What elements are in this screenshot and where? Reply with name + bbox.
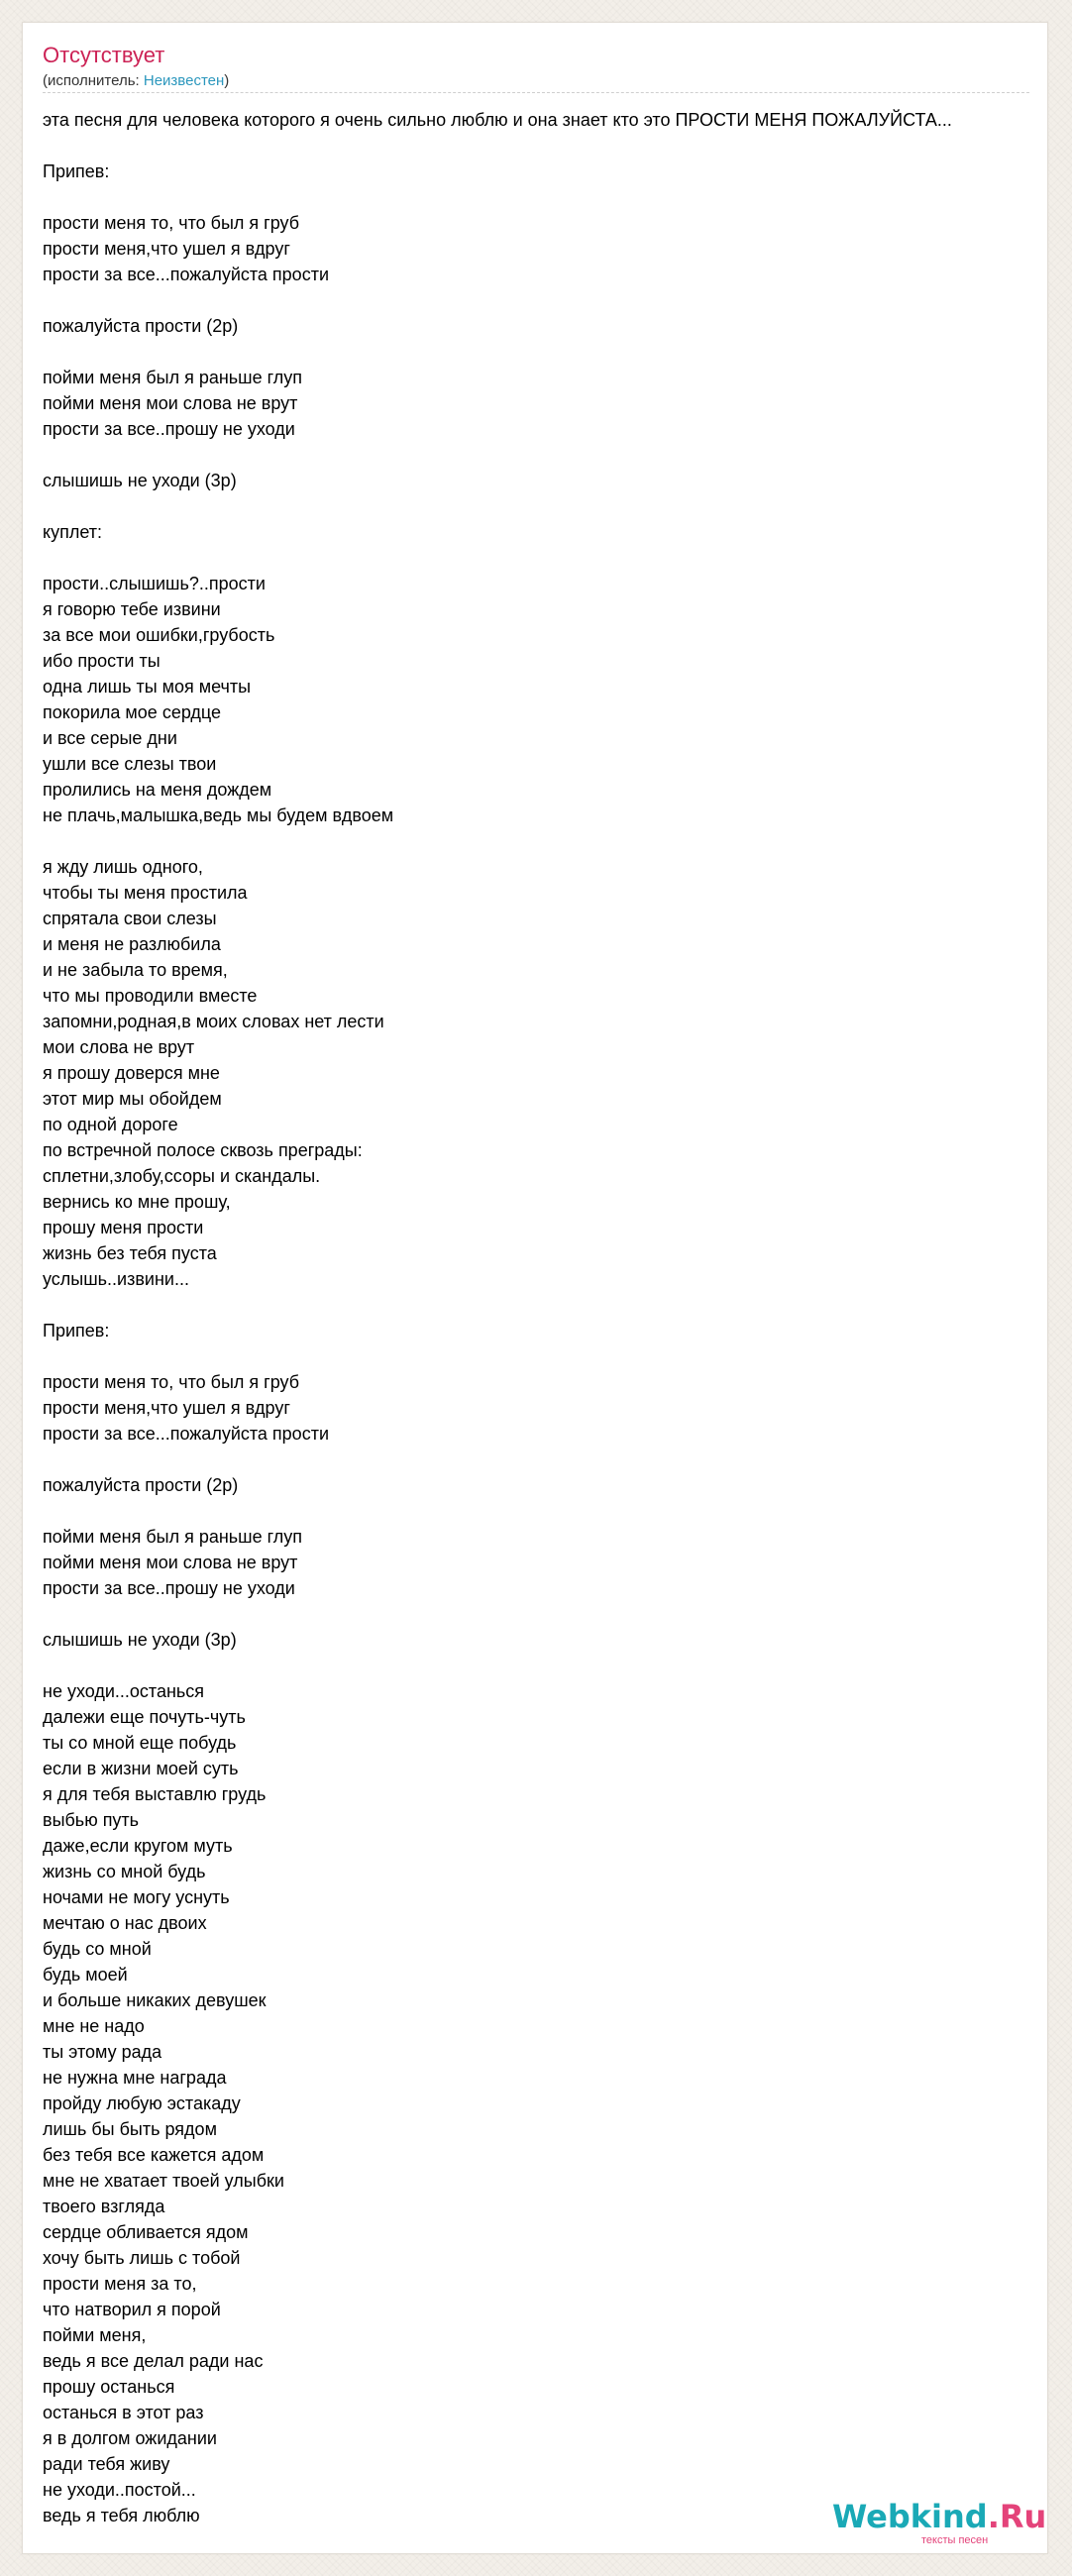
lyric-line: одна лишь ты моя мечты — [43, 677, 252, 697]
lyric-line: я прошу доверся мне — [43, 1063, 220, 1083]
lyric-line: прости за все...пожалуйста прости — [43, 265, 329, 284]
lyric-line: я говорю тебе извини — [43, 599, 221, 619]
artist-line — [43, 72, 229, 90]
lyric-line: слышишь не уходи (3р) — [43, 1630, 237, 1650]
lyric-line: пожалуйста прости (2р) — [43, 1475, 239, 1495]
lyric-line: по встречной полосе сквозь преграды: — [43, 1140, 363, 1160]
lyric-line: пожалуйста прости (2р) — [43, 316, 239, 336]
artist-link[interactable]: Неизвестен — [143, 72, 225, 89]
lyric-line: ушли все слезы твои — [43, 754, 217, 774]
lyric-line: я жду лишь одного, — [43, 857, 203, 877]
lyric-line: пойми меня мои слова не врут — [43, 1553, 298, 1572]
lyric-line: если в жизни моей суть — [43, 1759, 239, 1778]
lyric-line: по одной дороге — [43, 1115, 178, 1134]
lyric-line: ведь я все делал ради нас — [43, 2351, 264, 2371]
title-divider — [43, 92, 1029, 93]
lyric-line: жизнь со мной будь — [43, 1862, 206, 1881]
lyric-line: не нужна мне награда — [43, 2068, 227, 2088]
lyric-line: услышь..извини... — [43, 1269, 189, 1289]
lyric-line: чтобы ты меня простила — [43, 883, 248, 903]
blank-line — [43, 184, 1072, 210]
lyric-line: выбью путь — [43, 1810, 140, 1830]
lyric-line: покорила мое сердце — [43, 702, 222, 722]
lyric-line: не уходи..постой... — [43, 2480, 196, 2500]
lyric-line: прости за все..прошу не уходи — [43, 419, 295, 439]
lyric-line: пойми меня мои слова не врут — [43, 393, 298, 413]
lyric-line: пойми меня был я раньше глуп — [43, 368, 303, 387]
blank-line — [43, 1292, 1072, 1318]
blank-line — [43, 1498, 1072, 1524]
lyric-line: прошу останься — [43, 2377, 175, 2397]
logo-tld: .Ru — [987, 2498, 1047, 2535]
lyric-line: ты со мной еще побудь — [43, 1733, 237, 1753]
song-title: Отсутствует — [43, 43, 165, 67]
blank-line — [43, 339, 1072, 365]
lyric-line: будь моей — [43, 1965, 128, 1985]
lyric-line: ведь я тебя люблю — [43, 2506, 200, 2525]
lyric-line: прости меня то, что был я груб — [43, 213, 300, 233]
lyric-line: не плачь,малышка,ведь мы будем вдвоем — [43, 805, 394, 825]
blank-line — [43, 287, 1072, 313]
lyric-line: ради тебя живу — [43, 2454, 170, 2474]
lyric-line: сердце обливается ядом — [43, 2222, 249, 2242]
lyric-line: мечтаю о нас двоих — [43, 1913, 207, 1933]
blank-line — [43, 545, 1072, 571]
logo-word: Webkind — [832, 2498, 988, 2535]
lyrics-text — [43, 107, 1072, 2528]
lyric-line: прости меня,что ушел я вдруг — [43, 239, 290, 259]
lyric-line: прости за все..прошу не уходи — [43, 1578, 295, 1598]
lyric-line: без тебя все кажется адом — [43, 2145, 265, 2165]
blank-line — [43, 828, 1072, 854]
lyric-line: я для тебя выставлю грудь — [43, 1784, 267, 1804]
lyric-line: эта песня для человека которого я очень сильно люблю и она знает кто это ПРОСТИ МЕНЯ ПОЖАЛУЙСТА... — [43, 110, 952, 130]
lyric-line: прости..слышишь?..прости — [43, 574, 266, 593]
lyric-line: хочу быть лишь с тобой — [43, 2248, 241, 2268]
lyric-line: Припев: — [43, 161, 110, 181]
lyric-line: далежи еще почуть-чуть — [43, 1707, 246, 1727]
lyrics-card — [22, 22, 1048, 2554]
blank-line — [43, 442, 1072, 468]
lyric-line: твоего взгляда — [43, 2197, 165, 2216]
lyric-line: Припев: — [43, 1321, 110, 1341]
lyric-line: что натворил я порой — [43, 2300, 221, 2319]
lyric-line: слышишь не уходи (3р) — [43, 471, 237, 490]
lyric-line: сплетни,злобу,ссоры и скандалы. — [43, 1166, 321, 1186]
lyric-line: и больше никаких девушек — [43, 1990, 267, 2010]
lyric-line: я в долгом ожидании — [43, 2428, 217, 2448]
artist-suffix: ) — [224, 72, 230, 89]
lyric-line: лишь бы быть рядом — [43, 2119, 217, 2139]
blank-line — [43, 1601, 1072, 1627]
site-logo[interactable] — [832, 2497, 1050, 2556]
lyric-line: пролились на меня дождем — [43, 780, 272, 800]
lyric-line: мне не хватает твоей улыбки — [43, 2171, 284, 2191]
lyric-line: прошу меня прости — [43, 1218, 204, 1237]
lyric-line: мои слова не врут — [43, 1037, 195, 1057]
lyric-line: за все мои ошибки,грубость — [43, 625, 275, 645]
lyric-line: ибо прости ты — [43, 651, 161, 671]
lyric-line: пойми меня был я раньше глуп — [43, 1527, 303, 1547]
lyric-line: спрятала свои слезы — [43, 909, 217, 928]
lyric-line: пройду любую эстакаду — [43, 2093, 241, 2113]
blank-line — [43, 493, 1072, 519]
lyric-line: вернись ко мне прошу, — [43, 1192, 231, 1212]
lyric-line: прости за все...пожалуйста прости — [43, 1424, 329, 1444]
lyric-line: не уходи...останься — [43, 1681, 205, 1701]
lyric-line: пойми меня, — [43, 2325, 147, 2345]
lyric-line: куплет: — [43, 522, 102, 542]
blank-line — [43, 1343, 1072, 1369]
blank-line — [43, 1653, 1072, 1678]
lyric-line: и все серые дни — [43, 728, 177, 748]
lyric-line: прости меня,что ушел я вдруг — [43, 1398, 290, 1418]
artist-prefix: (исполнитель: — [43, 72, 144, 89]
lyric-line: ночами не могу уснуть — [43, 1887, 230, 1907]
lyric-line: прости меня то, что был я груб — [43, 1372, 300, 1392]
lyric-line: мне не надо — [43, 2016, 145, 2036]
lyric-line: останься в этот раз — [43, 2403, 204, 2422]
lyric-line: этот мир мы обойдем — [43, 1089, 222, 1109]
lyric-line: ты этому рада — [43, 2042, 162, 2062]
blank-line — [43, 1447, 1072, 1472]
lyric-line: даже,если кругом муть — [43, 1836, 233, 1856]
lyric-line: жизнь без тебя пуста — [43, 1243, 217, 1263]
lyric-line: запомни,родная,в моих словах нет лести — [43, 1012, 384, 1031]
logo-wordmark — [832, 2497, 1046, 2536]
blank-line — [43, 133, 1072, 159]
lyric-line: прости меня за то, — [43, 2274, 197, 2294]
lyric-line: будь со мной — [43, 1939, 152, 1959]
logo-tagline: тексты песен — [921, 2534, 989, 2546]
lyric-line: что мы проводили вместе — [43, 986, 258, 1006]
lyric-line: и не забыла то время, — [43, 960, 228, 980]
lyric-line: и меня не разлюбила — [43, 934, 221, 954]
